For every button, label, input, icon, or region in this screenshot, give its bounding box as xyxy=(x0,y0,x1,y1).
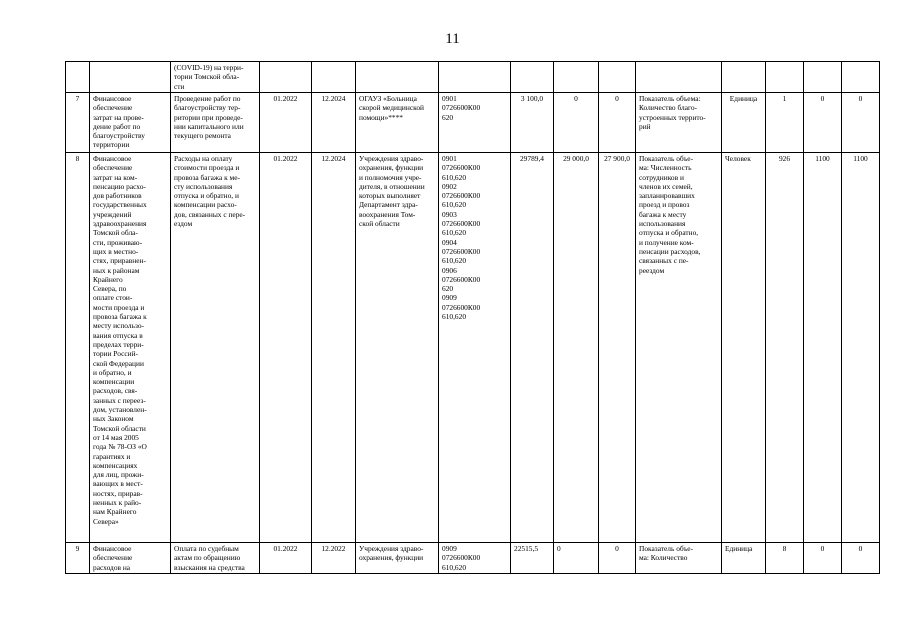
activity-description: (COVID-19) на терри- тории Томской обла- сти xyxy=(171,62,260,93)
row-number: 8 xyxy=(66,153,90,543)
table-row xyxy=(66,62,880,93)
indicator xyxy=(636,62,722,93)
task-name: Финансовое обеспечение затрат на ком- пенсацию расхо- дов работников государственных учреждений здравоохранения Томской обла- сти, проживаю- щих в местно- стях, приравнен- ных к районам Крайнего Севера, по оплате стои- мости проезда и провоза багажа к месту использо- вания отпуска в пределах терри- тории Россий- ской Федерации и обратно, и компенсации расходов, свя- занных с переез- дом, установлен- ных Законом Томской области от 14 мая 2005 года № 78-ОЗ «О гарантиях и компенсациях для лиц, прожи- вающих в мест- ностях, прирав- ненных к райо- нам Крайнего Севера» xyxy=(90,153,171,543)
funding-year-1: 22515,5 xyxy=(511,543,554,574)
row-number xyxy=(66,62,90,93)
indicator-value-2: 1100 xyxy=(804,153,842,543)
funding-year-1: 29789,4 xyxy=(511,153,554,543)
budget-code: 0901 0726600К00 610,620 0902 0726600К00 610,620 0903 0726600К00 610,620 0904 0726600К00 610,620 0906 0726600К00 620 0909 0726600К00 610,620 xyxy=(439,153,511,543)
indicator: Показатель объе- ма: Численность сотрудников и членов их семей, запланировавших проезд и провоз багажа к месту использования отпуска и обратно, и получение ком- пенсации расходов, связанных с пе- реездом xyxy=(636,153,722,543)
unit: Единица xyxy=(722,543,766,574)
row-number: 7 xyxy=(66,93,90,153)
funding-year-2: 0 xyxy=(554,543,599,574)
end-date: 12.2024 xyxy=(312,153,356,543)
indicator-value-2 xyxy=(804,62,842,93)
indicator-value-3 xyxy=(842,62,880,93)
start-date xyxy=(260,62,312,93)
indicator-value-1 xyxy=(766,62,804,93)
indicator-value-2: 0 xyxy=(804,543,842,574)
funding-year-3: 0 xyxy=(599,543,636,574)
funding-year-3 xyxy=(599,62,636,93)
end-date: 12.2022 xyxy=(312,543,356,574)
program-table xyxy=(65,61,880,574)
funding-year-1: 3 100,0 xyxy=(511,93,554,153)
indicator-value-1: 1 xyxy=(766,93,804,153)
table-row xyxy=(66,543,880,574)
indicator-value-3: 0 xyxy=(842,543,880,574)
start-date: 01.2022 xyxy=(260,543,312,574)
indicator-value-3: 0 xyxy=(842,93,880,153)
indicator-value-2: 0 xyxy=(804,93,842,153)
indicator: Показатель объе- ма: Количество xyxy=(636,543,722,574)
task-name: Финансовое обеспечение затрат на прове- дение работ по благоустройству территории xyxy=(90,93,171,153)
indicator: Показатель объема: Количество благо- устроенных террито- рий xyxy=(636,93,722,153)
executor xyxy=(356,62,439,93)
end-date xyxy=(312,62,356,93)
funding-year-1 xyxy=(511,62,554,93)
budget-code xyxy=(439,62,511,93)
page-number: 11 xyxy=(445,31,460,47)
budget-code: 0909 0726600К00 610,620 xyxy=(439,543,511,574)
start-date: 01.2022 xyxy=(260,153,312,543)
indicator-value-1: 926 xyxy=(766,153,804,543)
funding-year-2: 29 000,0 xyxy=(554,153,599,543)
table-row xyxy=(66,153,880,543)
row-number: 9 xyxy=(66,543,90,574)
executor: ОГАУЗ «Больница скорой медицинской помощи»**** xyxy=(356,93,439,153)
funding-year-2 xyxy=(554,62,599,93)
funding-year-3: 27 900,0 xyxy=(599,153,636,543)
task-name: Финансовое обеспечение расходов на xyxy=(90,543,171,574)
table-row xyxy=(66,93,880,153)
unit xyxy=(722,62,766,93)
task-name xyxy=(90,62,171,93)
unit: Человек xyxy=(722,153,766,543)
executor: Учреждения здраво- охранения, функции и полномочия учре- дителя, в отношении которых выполняет Департамент здра- воохранения Том- ской области xyxy=(356,153,439,543)
activity-description: Проведение работ по благоустройству тер- ритории при проведе- нии капитального или текущего ремонта xyxy=(171,93,260,153)
activity-description: Оплата по судебным актам по обращению взыскания на средства xyxy=(171,543,260,574)
executor: Учреждения здраво- охранения, функции xyxy=(356,543,439,574)
indicator-value-1: 8 xyxy=(766,543,804,574)
indicator-value-3: 1100 xyxy=(842,153,880,543)
funding-year-2: 0 xyxy=(554,93,599,153)
start-date: 01.2022 xyxy=(260,93,312,153)
end-date: 12.2024 xyxy=(312,93,356,153)
funding-year-3: 0 xyxy=(599,93,636,153)
unit: Единица xyxy=(722,93,766,153)
activity-description: Расходы на оплату стоимости проезда и провоза багажа к ме- сту использования отпуска и обратно, и компенсации расхо- дов, связанных с пере- ездом xyxy=(171,153,260,543)
budget-code: 0901 0726600К00 620 xyxy=(439,93,511,153)
